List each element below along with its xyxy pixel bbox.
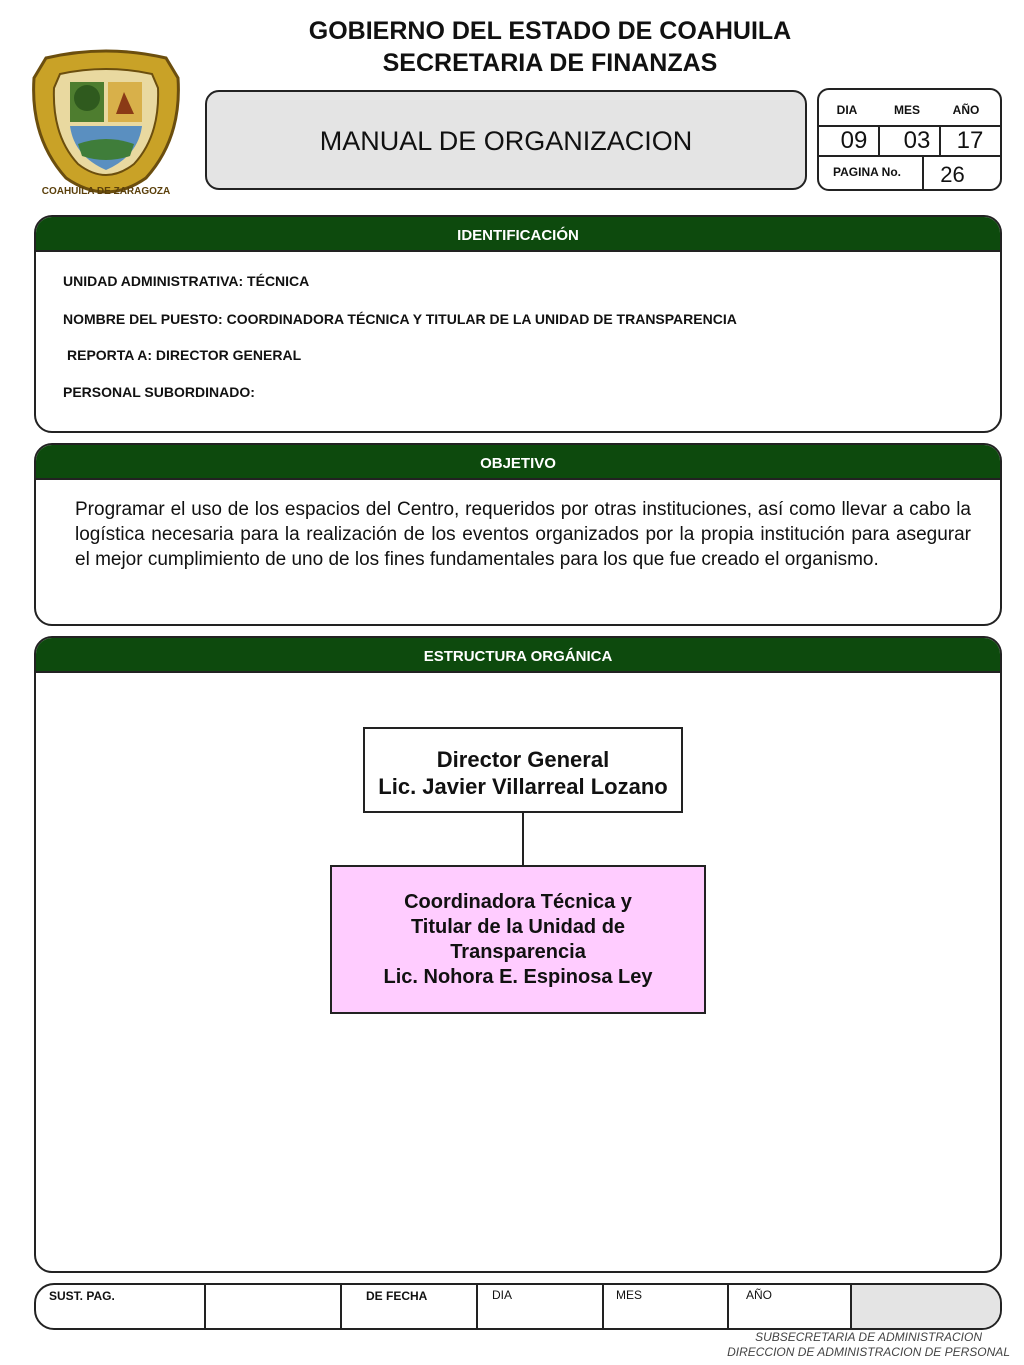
footer-divider xyxy=(850,1285,852,1329)
manual-title: MANUAL DE ORGANIZACION xyxy=(319,126,693,156)
org-connector xyxy=(522,813,524,866)
sust-pag-label: SUST. PAG. xyxy=(49,1289,115,1303)
de-fecha-label: DE FECHA xyxy=(366,1289,428,1303)
footer-divider xyxy=(204,1285,206,1329)
objetivo-header: OBJETIVO xyxy=(36,445,1000,480)
identificacion-header: IDENTIFICACIÓN xyxy=(36,217,1000,252)
state-seal-logo xyxy=(26,48,186,202)
director-title: Director General xyxy=(436,747,610,772)
svg-text:COAHUILA DE ZARAGOZA: COAHUILA DE ZARAGOZA xyxy=(41,186,171,197)
month-label: MES xyxy=(893,103,920,117)
coordinadora-title-1: Coordinadora Técnica y xyxy=(404,891,632,913)
credit-direccion: DIRECCION DE ADMINISTRACION DE PERSONAL xyxy=(727,1345,1010,1359)
org-box-director xyxy=(363,727,683,813)
footer-divider xyxy=(340,1285,342,1329)
page-label: PAGINA No. xyxy=(833,165,901,179)
year-value: 17 xyxy=(956,127,984,154)
year-label: AÑO xyxy=(952,103,980,117)
unidad-administrativa: UNIDAD ADMINISTRATIVA: TÉCNICA xyxy=(63,273,310,289)
objetivo-text: Programar el uso de los espacios del Centro, requeridos por otras instituciones, así como llevar a cabo la logística necesaria para la realización de los eventos organizados por la propia institución para asegurar el mejor cumplimiento de uno de los fines fundamentales para los que fue creado el organismo. xyxy=(75,499,971,570)
reporta-a: REPORTA A: DIRECTOR GENERAL xyxy=(67,347,302,363)
month-value: 03 xyxy=(903,127,931,154)
day-value: 09 xyxy=(840,127,868,154)
nombre-del-puesto: NOMBRE DEL PUESTO: COORDINADORA TÉCNICA Y TITULAR DE LA UNIDAD DE TRANSPARENCIA xyxy=(63,311,737,327)
footer-year-label: AÑO xyxy=(746,1288,773,1302)
director-name: Lic. Javier Villarreal Lozano xyxy=(378,774,668,799)
footer-divider xyxy=(476,1285,478,1329)
page-number: 26 xyxy=(940,162,965,187)
coordinadora-name: Lic. Nohora E. Espinosa Ley xyxy=(383,966,653,988)
org-box-coordinadora xyxy=(330,865,706,1014)
coordinadora-title-2: Titular de la Unidad de xyxy=(410,916,626,938)
government-title: GOBIERNO DEL ESTADO DE COAHUILA xyxy=(308,17,792,45)
footer-day-label: DIA xyxy=(492,1288,513,1302)
date-divider xyxy=(922,155,924,190)
footer-box xyxy=(34,1283,1002,1330)
credit-subsecretaria: SUBSECRETARIA DE ADMINISTRACION xyxy=(755,1330,982,1344)
date-divider xyxy=(817,155,1002,157)
secretariat-title: SECRETARIA DE FINANZAS xyxy=(382,49,718,77)
personal-subordinado: PERSONAL SUBORDINADO: xyxy=(63,384,255,400)
coordinadora-title-3: Transparencia xyxy=(450,941,586,963)
day-label: DIA xyxy=(836,103,858,117)
footer-divider xyxy=(602,1285,604,1329)
estructura-header: ESTRUCTURA ORGÁNICA xyxy=(36,638,1000,673)
footer-gray-cell xyxy=(852,1285,1002,1328)
footer-month-label: MES xyxy=(616,1288,643,1302)
footer-divider xyxy=(727,1285,729,1329)
